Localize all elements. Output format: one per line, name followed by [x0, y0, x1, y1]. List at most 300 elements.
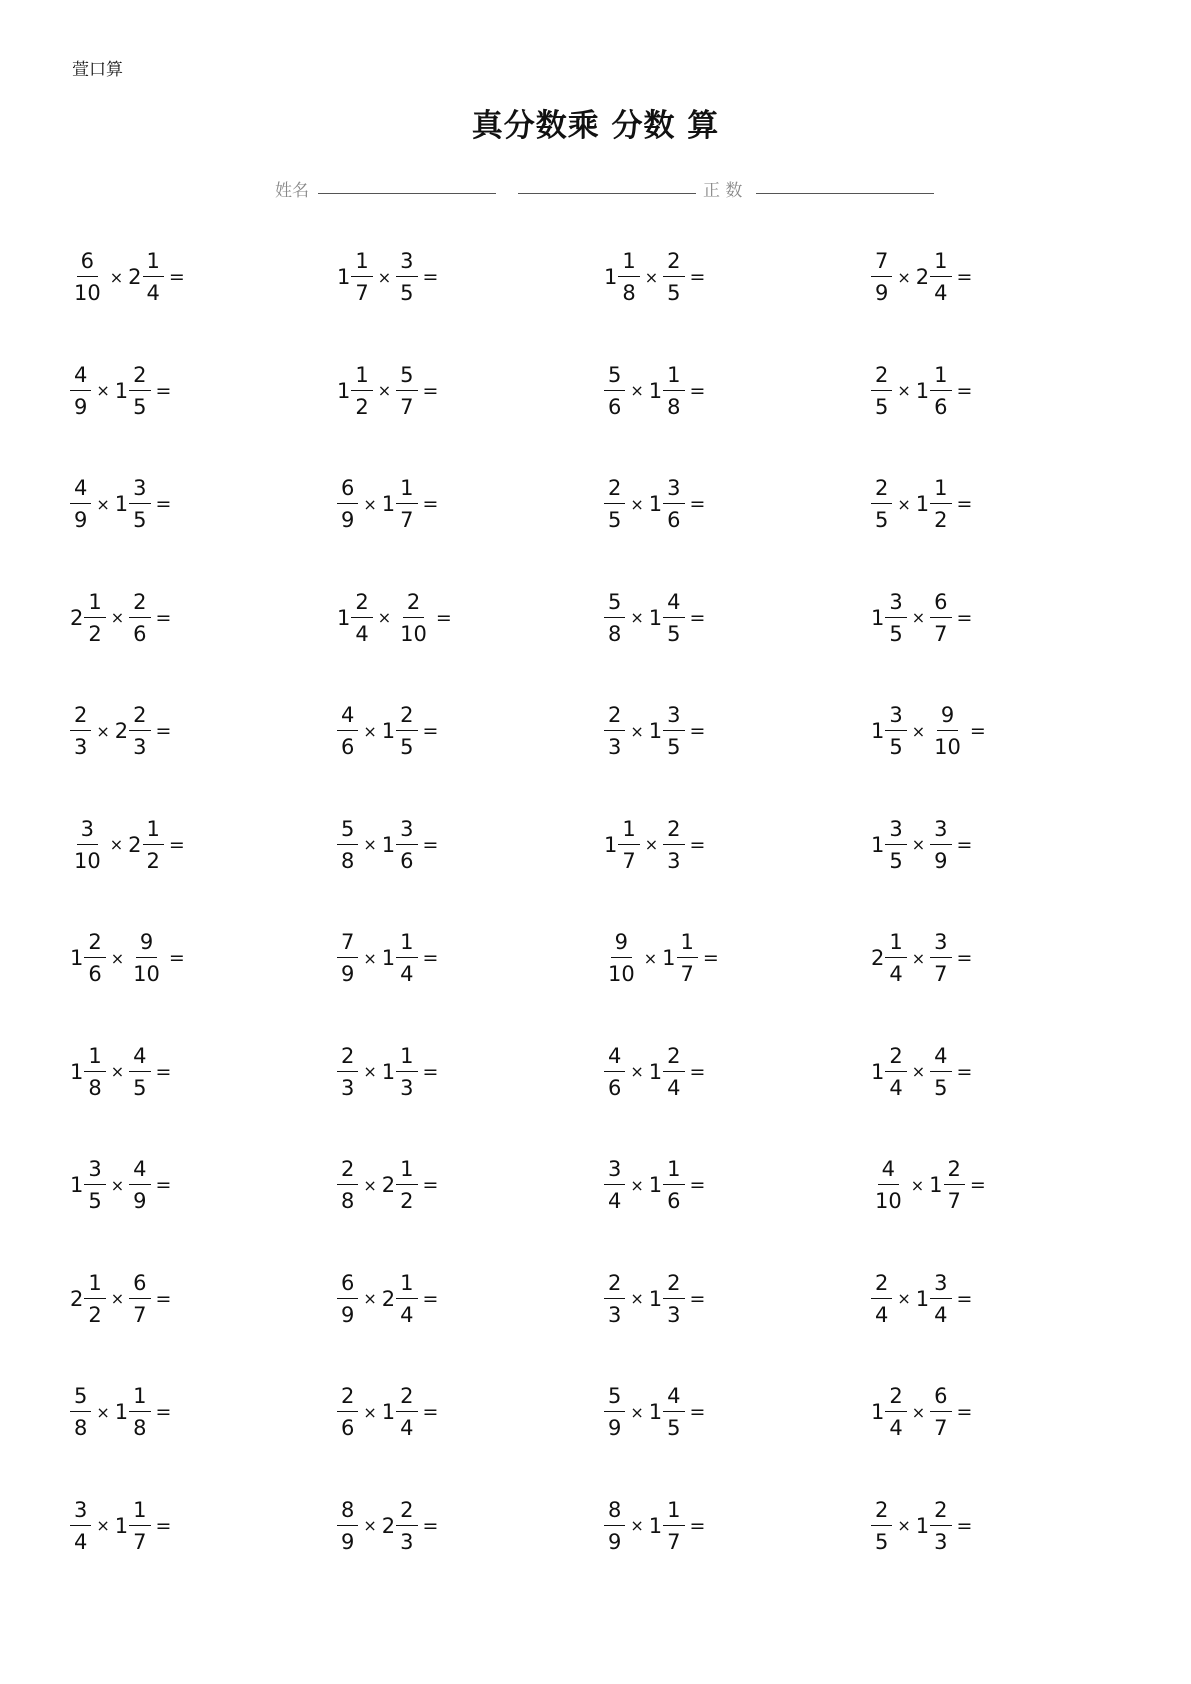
numerator: 2: [663, 1270, 684, 1299]
denominator: 6: [667, 1189, 681, 1213]
first-whole-number: 1: [871, 832, 885, 857]
multiply-sign: ×: [630, 1062, 644, 1081]
score-field-line[interactable]: [756, 193, 934, 194]
equals-sign: =: [969, 720, 986, 742]
problem-item: [604, 1383, 705, 1441]
first-fraction: [604, 702, 625, 760]
equals-sign: =: [155, 493, 172, 515]
second-fraction: [396, 1156, 417, 1214]
equals-sign: =: [422, 493, 439, 515]
first-fraction: [885, 929, 906, 987]
second-operand: [396, 362, 417, 420]
numerator: 9: [136, 929, 157, 958]
first-whole-number: 1: [70, 1059, 84, 1084]
second-whole-number: 1: [648, 1173, 663, 1197]
first-operand: [871, 929, 907, 987]
first-fraction: [337, 1270, 358, 1328]
denominator: 10: [133, 962, 160, 986]
first-fraction: [604, 1497, 625, 1555]
first-operand: [604, 362, 625, 420]
denominator: 4: [889, 1416, 903, 1440]
denominator: 6: [934, 394, 948, 419]
numerator: 2: [396, 1383, 417, 1412]
first-operand: [604, 475, 625, 533]
second-fraction: [129, 362, 150, 420]
multiply-sign: ×: [911, 948, 926, 968]
numerator: 3: [396, 816, 417, 845]
numerator: 5: [604, 1383, 625, 1412]
second-whole-number: 1: [915, 378, 930, 403]
second-fraction: [129, 589, 150, 647]
numerator: 2: [871, 1497, 892, 1526]
first-fraction: [604, 589, 625, 647]
denominator: 5: [667, 281, 681, 305]
numerator: 2: [944, 1156, 965, 1185]
equals-sign: =: [155, 606, 172, 629]
numerator: 3: [70, 1497, 91, 1526]
numerator: 2: [604, 702, 625, 731]
second-operand: [382, 929, 418, 987]
multiply-sign: ×: [644, 835, 659, 854]
second-operand: [930, 816, 951, 874]
second-operand: [649, 1383, 685, 1441]
multiply-sign: ×: [630, 494, 644, 514]
multiply-sign: ×: [911, 721, 926, 741]
second-operand: [129, 1156, 150, 1214]
equals-sign: =: [689, 1060, 706, 1083]
numerator: 1: [618, 248, 639, 277]
numerator: 5: [604, 589, 625, 618]
first-whole-number: 1: [337, 605, 351, 630]
second-fraction: [663, 702, 684, 760]
second-whole-number: 1: [381, 832, 396, 857]
problem-item: [604, 589, 705, 647]
corner-label: 萱口算: [72, 60, 123, 80]
first-operand: [604, 929, 639, 987]
problem-item: [337, 248, 438, 306]
problem-item: [70, 589, 171, 647]
numerator: 4: [129, 1043, 150, 1072]
numerator: 1: [930, 248, 951, 277]
second-fraction: [944, 1156, 965, 1214]
numerator: 4: [129, 1156, 150, 1185]
denominator: 7: [355, 281, 369, 305]
first-operand: [70, 1497, 91, 1555]
denominator: 7: [934, 962, 948, 986]
multiply-sign: ×: [363, 835, 377, 854]
second-whole-number: 1: [114, 492, 129, 516]
second-whole-number: 1: [114, 378, 129, 403]
problem-item: [337, 1270, 438, 1328]
first-fraction: [351, 589, 372, 647]
second-operand: [663, 248, 684, 306]
denominator: 10: [74, 848, 101, 873]
numerator: 9: [937, 702, 958, 731]
numerator: 1: [663, 1497, 684, 1526]
problem-item: [337, 1043, 438, 1101]
equals-sign: =: [435, 606, 452, 629]
multiply-sign: ×: [630, 608, 644, 627]
second-fraction: [930, 475, 951, 533]
equals-sign: =: [956, 1401, 973, 1423]
first-operand: [337, 702, 358, 760]
numerator: 2: [351, 589, 372, 618]
second-operand: [916, 362, 952, 420]
numerator: 1: [885, 929, 906, 958]
problem-item: [70, 475, 171, 533]
first-fraction: [604, 1270, 625, 1328]
first-operand: [871, 1043, 907, 1101]
first-fraction: [604, 929, 639, 987]
numerator: 6: [337, 1270, 358, 1299]
numerator: 2: [885, 1383, 906, 1412]
first-fraction: [604, 1383, 625, 1441]
denominator: 3: [341, 1075, 355, 1100]
second-fraction: [396, 929, 417, 987]
first-fraction: [70, 475, 91, 533]
denominator: 8: [608, 621, 622, 646]
problem-item: [871, 475, 972, 533]
problem-item: [604, 248, 705, 306]
multiply-sign: ×: [897, 1516, 911, 1535]
second-whole-number: 1: [648, 1513, 663, 1538]
second-fraction: [396, 816, 417, 874]
problem-item: [871, 1270, 972, 1328]
multiply-sign: ×: [109, 267, 124, 287]
problem-item: [337, 1497, 438, 1555]
numerator: 4: [663, 589, 684, 618]
numerator: 4: [663, 1383, 684, 1412]
denominator: 4: [889, 1075, 903, 1100]
second-whole-number: 1: [114, 1400, 129, 1424]
numerator: 3: [885, 702, 906, 731]
equals-sign: =: [689, 1514, 706, 1537]
multiply-sign: ×: [96, 381, 110, 400]
numerator: 3: [663, 475, 684, 504]
numerator: 5: [337, 816, 358, 845]
denominator: 9: [608, 1416, 622, 1440]
equals-sign: =: [155, 1514, 172, 1537]
second-operand: [382, 1156, 418, 1214]
denominator: 4: [889, 962, 903, 986]
second-operand: [129, 1043, 150, 1101]
numerator: 1: [129, 1497, 150, 1526]
denominator: 4: [875, 1302, 889, 1327]
first-fraction: [70, 362, 91, 420]
second-fraction: [663, 248, 684, 306]
first-whole-number: 1: [871, 1400, 885, 1424]
name-field-line[interactable]: [318, 193, 496, 194]
denominator: 8: [74, 1416, 88, 1440]
second-fraction: [663, 1497, 684, 1555]
first-operand: [337, 1383, 358, 1441]
numerator: 2: [604, 475, 625, 504]
second-fraction: [930, 1270, 951, 1328]
second-operand: [382, 475, 418, 533]
second-whole-number: 1: [929, 1173, 943, 1197]
second-operand: [115, 1383, 151, 1441]
denominator: 7: [680, 962, 694, 986]
second-operand: [930, 1043, 951, 1101]
denominator: 7: [934, 621, 948, 646]
denominator: 9: [133, 1189, 147, 1213]
equals-sign: =: [155, 1060, 172, 1083]
multiply-sign: ×: [96, 1516, 110, 1535]
denominator: 3: [74, 735, 88, 759]
problem-item: [871, 1156, 986, 1214]
problem-item: [604, 929, 719, 987]
numerator: 1: [84, 1043, 105, 1072]
first-fraction: [871, 362, 892, 420]
equals-sign: =: [689, 720, 706, 742]
multiply-sign: ×: [110, 1062, 125, 1081]
first-operand: [604, 1043, 625, 1101]
equals-sign: =: [168, 266, 185, 288]
first-fraction: [84, 1043, 105, 1101]
first-fraction: [885, 702, 906, 760]
second-fraction: [396, 362, 417, 420]
first-fraction: [885, 589, 906, 647]
multiply-sign: ×: [897, 381, 911, 400]
numerator: 2: [337, 1383, 358, 1412]
first-whole-number: 2: [871, 946, 885, 970]
second-operand: [916, 1497, 952, 1555]
first-fraction: [871, 248, 892, 306]
denominator: 5: [875, 394, 889, 419]
denominator: 8: [341, 1189, 355, 1213]
second-operand: [930, 589, 951, 647]
multiply-sign: ×: [377, 381, 392, 400]
first-operand: [871, 475, 892, 533]
problem-item: [604, 702, 705, 760]
first-operand: [70, 1270, 106, 1328]
second-fraction: [396, 1043, 417, 1101]
denominator: 4: [400, 1302, 414, 1327]
denominator: 5: [400, 281, 414, 305]
numerator: 2: [396, 1497, 417, 1526]
denominator: 5: [400, 735, 414, 759]
equals-sign: =: [422, 1287, 439, 1310]
second-whole-number: 2: [128, 832, 142, 857]
problem-item: [871, 589, 972, 647]
blank-field-line[interactable]: [518, 193, 696, 194]
multiply-sign: ×: [363, 1062, 377, 1081]
numerator: 3: [396, 248, 417, 277]
second-whole-number: 1: [648, 378, 663, 403]
numerator: 3: [84, 1156, 105, 1185]
denominator: 6: [400, 848, 414, 873]
second-whole-number: 1: [662, 946, 676, 970]
first-whole-number: 1: [337, 378, 351, 403]
problem-item: [337, 929, 438, 987]
first-operand: [604, 1270, 625, 1328]
denominator: 6: [341, 1416, 355, 1440]
numerator: 7: [871, 248, 892, 277]
problem-item: [70, 1156, 171, 1214]
first-operand: [70, 362, 91, 420]
second-whole-number: 1: [381, 1059, 396, 1084]
problem-item: [604, 1156, 705, 1214]
denominator: 3: [667, 1302, 681, 1327]
numerator: 5: [396, 362, 417, 391]
first-whole-number: 2: [70, 605, 84, 630]
problem-item: [604, 1497, 705, 1555]
multiply-sign: ×: [110, 1175, 125, 1195]
equals-sign: =: [422, 1060, 439, 1083]
first-fraction: [604, 1043, 625, 1101]
multiply-sign: ×: [644, 267, 659, 287]
numerator: 6: [930, 589, 951, 618]
first-fraction: [871, 1497, 892, 1555]
numerator: 1: [84, 589, 105, 618]
numerator: 5: [70, 1383, 91, 1412]
first-fraction: [84, 589, 105, 647]
numerator: 2: [871, 362, 892, 391]
numerator: 1: [396, 929, 417, 958]
second-operand: [128, 816, 164, 874]
score-label: 正 数: [703, 181, 743, 201]
first-operand: [604, 589, 625, 647]
first-fraction: [871, 1156, 906, 1214]
first-fraction: [618, 248, 639, 306]
denominator: 6: [608, 394, 622, 419]
denominator: 8: [133, 1416, 147, 1440]
equals-sign: =: [956, 1514, 973, 1537]
numerator: 4: [337, 702, 358, 731]
numerator: 1: [143, 248, 164, 277]
denominator: 9: [341, 962, 355, 986]
denominator: 5: [889, 848, 903, 873]
equals-sign: =: [155, 1287, 172, 1310]
second-operand: [649, 1497, 685, 1555]
second-fraction: [930, 929, 951, 987]
second-operand: [663, 816, 684, 874]
numerator: 2: [129, 589, 150, 618]
multiply-sign: ×: [910, 1175, 925, 1195]
first-operand: [70, 702, 91, 760]
second-whole-number: 1: [915, 492, 930, 516]
equals-sign: =: [422, 266, 439, 288]
second-fraction: [930, 248, 951, 306]
second-operand: [662, 929, 698, 987]
first-fraction: [604, 362, 625, 420]
numerator: 2: [663, 816, 684, 845]
first-fraction: [70, 1497, 91, 1555]
second-operand: [128, 248, 164, 306]
second-fraction: [396, 1497, 417, 1555]
first-fraction: [70, 248, 105, 306]
denominator: 8: [622, 281, 636, 305]
problem-item: [70, 1270, 171, 1328]
denominator: 5: [875, 508, 889, 532]
equals-sign: =: [956, 266, 973, 288]
numerator: 4: [70, 362, 91, 391]
denominator: 10: [400, 621, 427, 646]
problem-item: [871, 1383, 972, 1441]
problem-item: [604, 362, 705, 420]
first-operand: [604, 816, 640, 874]
second-fraction: [930, 1383, 951, 1441]
second-fraction: [663, 1270, 684, 1328]
numerator: 2: [396, 702, 417, 731]
problem-item: [70, 702, 171, 760]
denominator: 5: [133, 1075, 147, 1100]
problem-item: [70, 816, 185, 874]
second-operand: [129, 1270, 150, 1328]
second-whole-number: 1: [381, 492, 396, 516]
multiply-sign: ×: [363, 948, 377, 968]
numerator: 2: [84, 929, 105, 958]
denominator: 9: [608, 1529, 622, 1554]
denominator: 7: [667, 1529, 681, 1554]
problem-item: [871, 1043, 972, 1101]
first-fraction: [84, 929, 105, 987]
first-operand: [70, 248, 105, 306]
second-operand: [396, 589, 431, 647]
equals-sign: =: [155, 1174, 172, 1196]
denominator: 7: [400, 508, 414, 532]
numerator: 2: [930, 1497, 951, 1526]
denominator: 5: [608, 508, 622, 532]
first-operand: [871, 816, 907, 874]
equals-sign: =: [422, 1174, 439, 1196]
second-fraction: [930, 1043, 951, 1101]
equals-sign: =: [689, 833, 706, 856]
equals-sign: =: [168, 947, 185, 969]
numerator: 2: [604, 1270, 625, 1299]
first-operand: [70, 475, 91, 533]
first-fraction: [618, 816, 639, 874]
page-title: 真分数乘 分数 算: [471, 108, 720, 144]
denominator: 10: [74, 281, 101, 305]
denominator: 5: [875, 1529, 889, 1554]
first-fraction: [337, 475, 358, 533]
problem-item: [871, 702, 986, 760]
second-fraction: [663, 589, 684, 647]
numerator: 9: [611, 929, 632, 958]
numerator: 2: [129, 362, 150, 391]
second-operand: [382, 1497, 418, 1555]
second-whole-number: 1: [648, 1059, 663, 1084]
second-operand: [649, 1043, 685, 1101]
second-operand: [649, 362, 685, 420]
first-operand: [604, 248, 640, 306]
first-whole-number: 2: [70, 1286, 84, 1311]
problem-item: [337, 702, 438, 760]
denominator: 5: [667, 621, 681, 646]
numerator: 3: [930, 816, 951, 845]
multiply-sign: ×: [96, 494, 110, 514]
second-operand: [649, 1156, 685, 1214]
denominator: 3: [608, 735, 622, 759]
problem-item: [70, 1497, 171, 1555]
first-operand: [871, 248, 892, 306]
multiply-sign: ×: [96, 1402, 110, 1422]
multiply-sign: ×: [911, 835, 926, 854]
problem-item: [337, 1383, 438, 1441]
denominator: 9: [74, 508, 88, 532]
first-operand: [337, 1043, 358, 1101]
denominator: 4: [934, 281, 948, 305]
first-whole-number: 1: [871, 605, 885, 630]
denominator: 8: [341, 848, 355, 873]
numerator: 2: [663, 1043, 684, 1072]
first-operand: [871, 1270, 892, 1328]
multiply-sign: ×: [363, 1516, 377, 1535]
numerator: 4: [930, 1043, 951, 1072]
numerator: 1: [351, 248, 372, 277]
equals-sign: =: [689, 379, 706, 402]
